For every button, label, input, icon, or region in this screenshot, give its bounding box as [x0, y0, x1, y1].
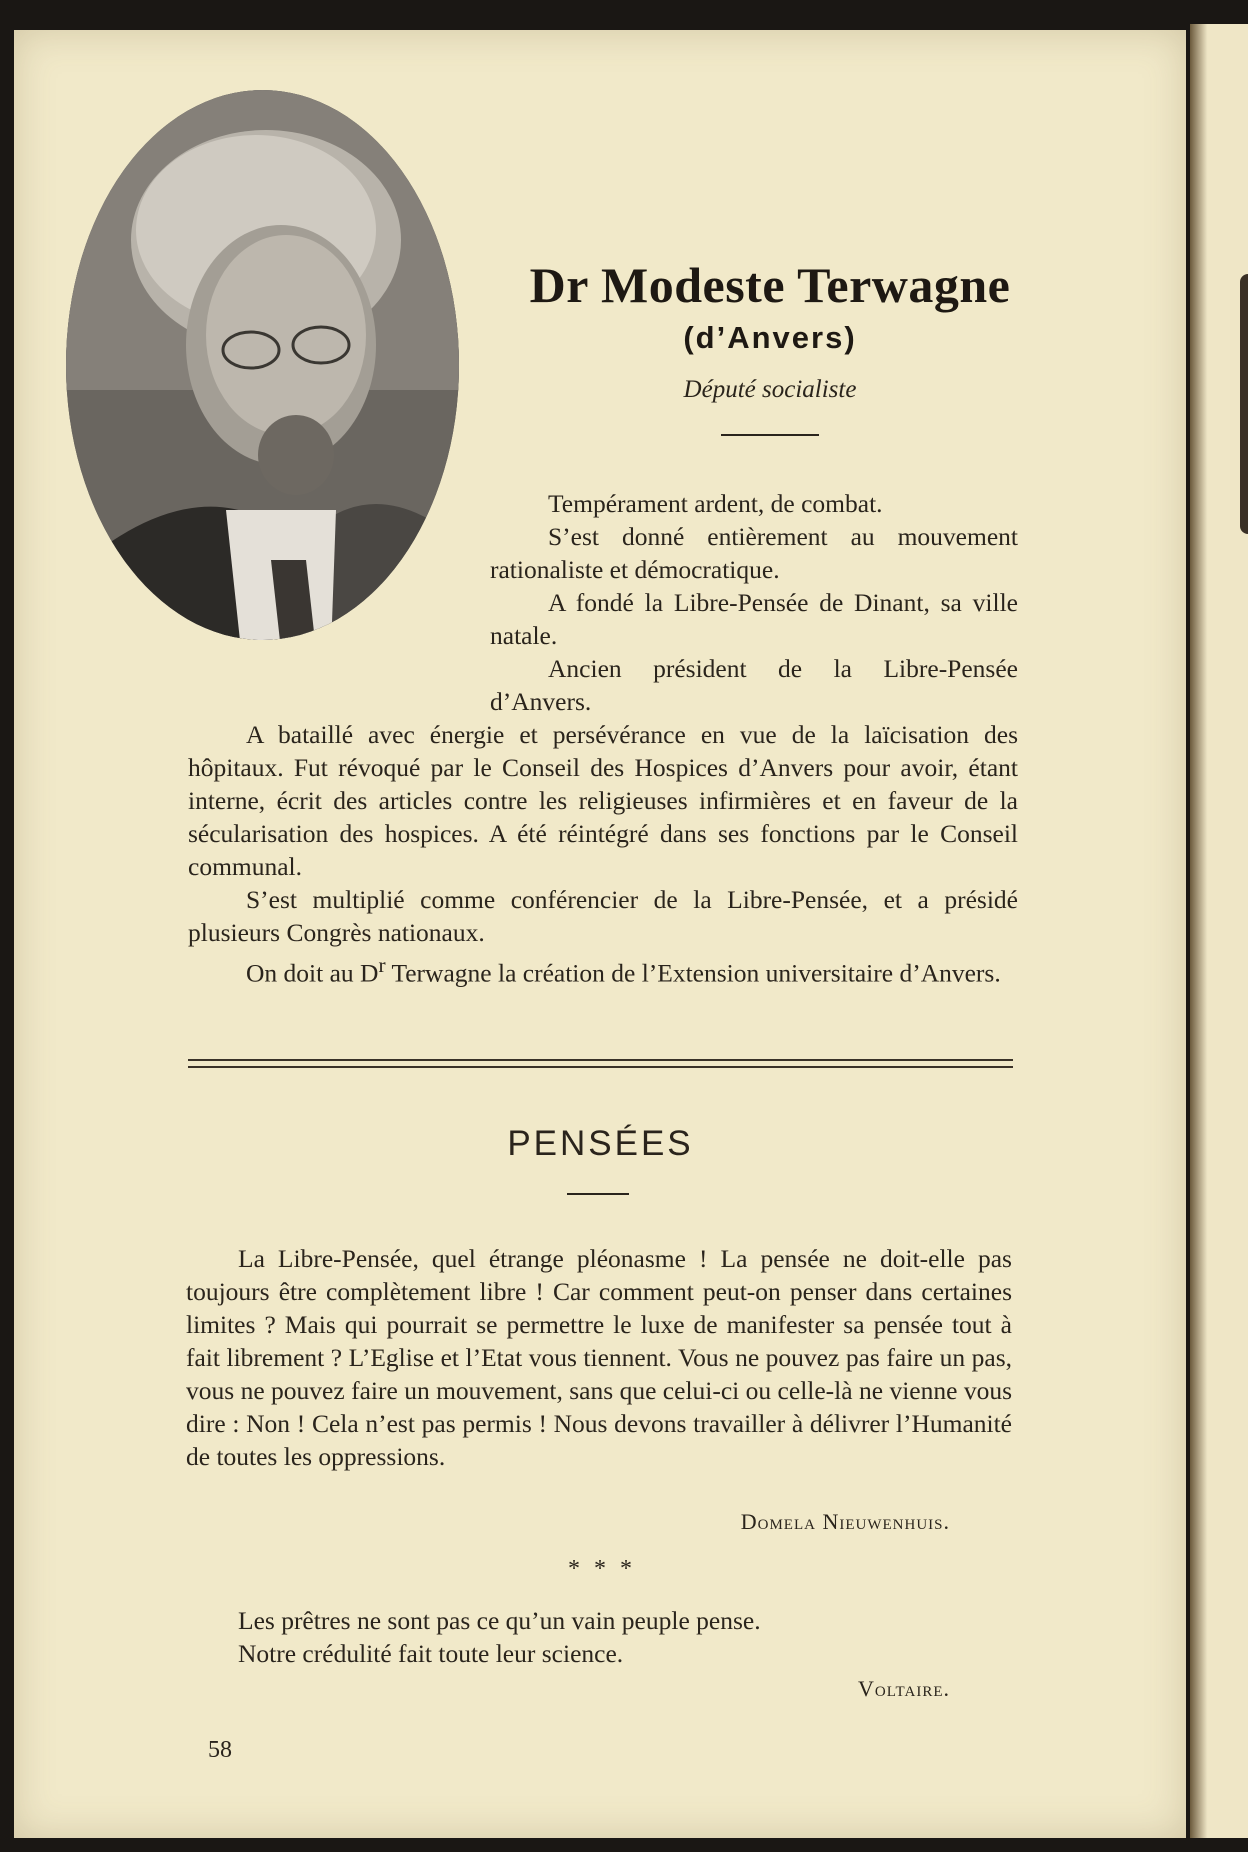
bio-paragraph-7	[188, 949, 1018, 990]
article-header	[480, 256, 1060, 436]
title-name: Modeste Terwagne	[601, 257, 1011, 313]
quote-nieuwenhuis: La Libre-Pensée, quel étrange pléonasme ! La pensée ne doit-elle pas toujours être complètement libre ! Car comment peut-on penser dans certaines limites ? Mais qui pourrait se permettre le luxe de manifester sa pensée tout à fait librement ? L’Eglise et l’Etat vous tiennent. Vous ne pouvez pas faire un pas, vous ne pouvez faire un mouvement, sans que celui-ci ou celle-là ne vienne vous dire : Non ! Cela n’est pas permis ! Nous devons travailler à délivrer l’Humanité de toutes les oppressions.	[186, 1244, 1012, 1471]
person-role: Député socialiste	[683, 376, 857, 403]
bio-paragraph-5: A bataillé avec énergie et persévérance en vue de la laïcisation des hôpitaux. Fut révoqué par le Conseil des Hospices d’Anvers pour avoir, étant interne, écrit des articles contre les religieuses infirmières et en faveur de la sécularisation des hospices. A été réintégré dans ses fonctions par le Conseil communal.	[188, 720, 1018, 881]
person-location: (d’Anvers)	[683, 320, 857, 355]
bio-paragraph-6: S’est multiplié comme conférencier de la Libre-Pensée, et a présidé plusieurs Congrès nationaux.	[188, 885, 1018, 947]
bio-indented-block	[188, 487, 1018, 718]
quote-author-voltaire: Voltaire.	[858, 1676, 950, 1701]
bio-p7-sup: r	[378, 953, 386, 977]
quote-author-nieuwenhuis: Domela Nieuwenhuis.	[740, 1509, 950, 1534]
verse-line-2: Notre crédulité fait toute leur science.	[238, 1639, 624, 1668]
bio-p7-after: Terwagne la création de l’Extension universitaire d’Anvers.	[385, 958, 1001, 988]
asterism-separator	[560, 1550, 640, 1590]
bio-paragraph-3: A fondé la Libre-Pensée de Dinant, sa ville natale.	[490, 588, 1018, 650]
section-title-divider	[567, 1193, 629, 1195]
header-divider	[721, 434, 819, 436]
bio-paragraph-4: Ancien président de la Libre-Pensée d’Anvers.	[490, 654, 1018, 716]
verse-line-1: Les prêtres ne sont pas ce qu’un vain peuple pense.	[238, 1606, 761, 1635]
adjacent-page-edge	[1190, 24, 1248, 1838]
quote-voltaire	[238, 1604, 938, 1670]
bio-paragraph-2: S’est donné entièrement au mouvement rationaliste et démocratique.	[490, 522, 1018, 584]
biography-text	[188, 487, 1018, 990]
asterism-glyphs: * * *	[568, 1556, 636, 1582]
bio-p7-before: On doit au D	[246, 958, 379, 988]
bio-paragraph-1: Tempérament ardent, de combat.	[548, 489, 883, 518]
page-number: 58	[208, 1737, 232, 1763]
title-prefix: Dr	[529, 257, 589, 313]
section-title: PENSÉES	[507, 1124, 694, 1163]
section-double-divider	[188, 1059, 1013, 1068]
adjacent-page-image-edge	[1240, 274, 1248, 534]
person-name-title	[480, 256, 1060, 314]
